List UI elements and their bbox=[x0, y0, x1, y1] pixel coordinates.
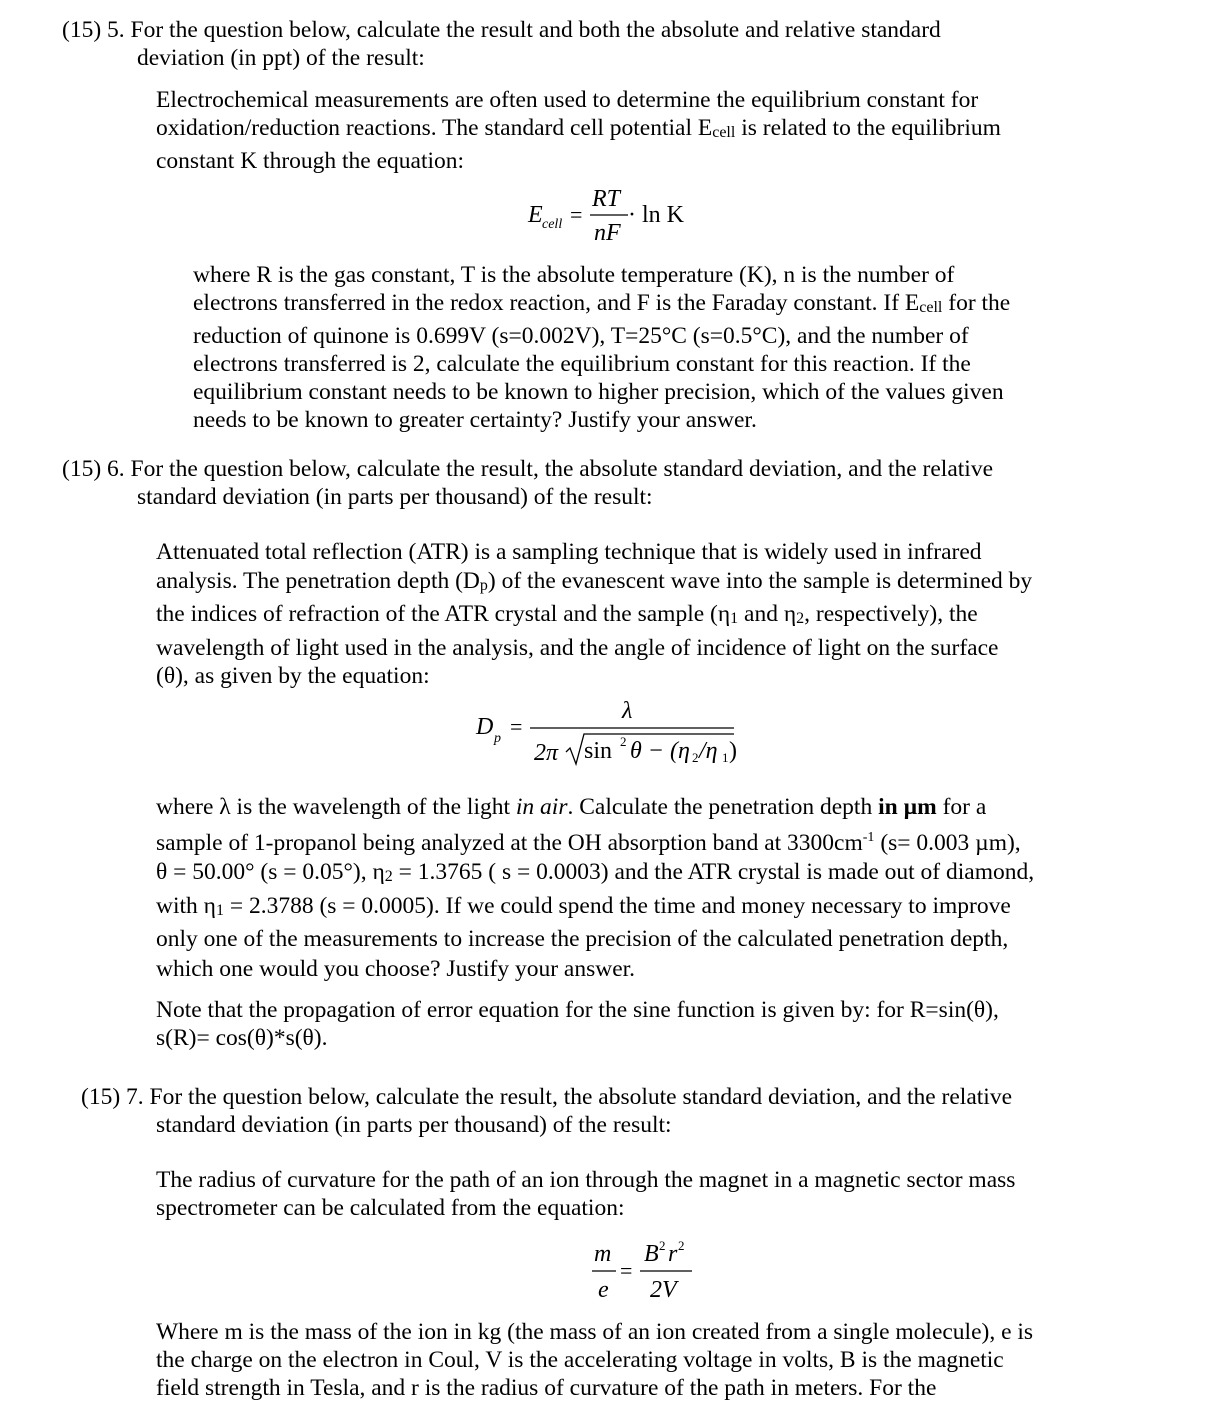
q5-body-line4: electrons transferred is 2, calculate the equilibrium constant for this reaction. If the bbox=[193, 351, 971, 377]
q5-body-line6: needs to be known to greater certainty? Justify your answer. bbox=[193, 407, 757, 433]
q6-body-line5: only one of the measurements to increase the precision of the calculated penetration depth, bbox=[156, 926, 1009, 952]
q5-body-line1: where R is the gas constant, T is the absolute temperature (K), n is the number of bbox=[193, 262, 955, 288]
svg-text:=: = bbox=[510, 714, 523, 739]
q6-eq-lhs: D bbox=[476, 714, 494, 740]
q6-note-line1: Note that the propagation of error equation for the sine function is given by: for R=sin(θ), bbox=[156, 997, 999, 1023]
q7-eq-num-b: B bbox=[644, 1241, 659, 1267]
q7-body-line3: field strength in Tesla, and r is the radius of curvature of the path in meters. For the bbox=[156, 1375, 937, 1401]
q5-eq-lhs: E bbox=[528, 202, 543, 228]
q7-equation bbox=[588, 1236, 708, 1306]
q6-eq-den-sin: sin bbox=[584, 738, 613, 764]
q5-eq-rhs: · ln K bbox=[628, 202, 684, 228]
q5-equation bbox=[520, 180, 720, 250]
q7-eq-m: m bbox=[594, 1241, 612, 1267]
q5-heading-line2: deviation (in ppt) of the result: bbox=[137, 45, 425, 71]
q6-eq-den-2pi: 2π bbox=[534, 740, 559, 766]
q6-eq-lhs-sub: p bbox=[494, 731, 501, 746]
q6-eq-num: λ bbox=[622, 698, 633, 724]
q6-body-line1: where λ is the wavelength of the light in air. Calculate the penetration depth in µm for a bbox=[156, 794, 987, 820]
q6-note bbox=[156, 996, 1216, 1052]
svg-text:2: 2 bbox=[692, 750, 699, 765]
q6-intro-line2: analysis. The penetration depth (Dp) of the evanescent wave into the sample is determined by bbox=[156, 567, 1033, 594]
q7-body-line1: Where m is the mass of the ion in kg (the mass of an ion created from a single molecule), e is bbox=[156, 1319, 1034, 1345]
q7-heading-line2: standard deviation (in parts per thousand) of the result: bbox=[156, 1112, 672, 1138]
q6-heading-line1: (15) 6. For the question below, calculate the result, the absolute standard deviation, and the relative bbox=[62, 456, 994, 482]
svg-text:2: 2 bbox=[678, 1238, 685, 1253]
q7-eq-den: 2V bbox=[650, 1277, 677, 1303]
svg-text:2: 2 bbox=[659, 1238, 666, 1253]
q6-body-line4: with η1 = 2.3788 (s = 0.0005). If we could spend the time and money necessary to improve bbox=[156, 892, 1011, 919]
q6-intro-line1: Attenuated total reflection (ATR) is a sampling technique that is widely used in infrared bbox=[156, 539, 982, 565]
svg-text:=: = bbox=[570, 202, 583, 227]
q5-body-line3: reduction of quinone is 0.699V (s=0.002V), T=25°C (s=0.5°C), and the number of bbox=[193, 323, 969, 349]
q5-intro-line1: Electrochemical measurements are often used to determine the equilibrium constant for bbox=[156, 87, 979, 113]
q6-heading-line2: standard deviation (in parts per thousand) of the result: bbox=[137, 484, 653, 510]
q6-eq-den-close: ) bbox=[729, 738, 737, 764]
q7-intro bbox=[156, 1166, 1216, 1222]
q7-eq-e: e bbox=[598, 1277, 609, 1303]
q5-body-line2: electrons transferred in the redox reaction, and F is the Faraday constant. If Ecell for the bbox=[193, 290, 1011, 316]
q6-intro-line4: wavelength of light used in the analysis, and the angle of incidence of light on the surface bbox=[156, 634, 999, 661]
q6-eq-den-eta1: /η bbox=[699, 738, 718, 764]
q5-heading-line1: (15) 5. For the question below, calculate the result and both the absolute and relative standard bbox=[62, 17, 941, 43]
q7-heading-line1: (15) 7. For the question below, calculate the result, the absolute standard deviation, and the relative bbox=[81, 1084, 1013, 1110]
q7-eq-num-r: r bbox=[668, 1241, 678, 1267]
q5-eq-lhs-sub: cell bbox=[542, 217, 563, 232]
q6-note-line2: s(R)= cos(θ)*s(θ). bbox=[156, 1025, 328, 1051]
q6-equation bbox=[470, 692, 750, 772]
q6-eq-den-theta: θ − (η bbox=[630, 738, 690, 764]
q5-eq-den: nF bbox=[594, 220, 621, 246]
q5-intro-line3: constant K through the equation: bbox=[156, 148, 465, 174]
q5-intro bbox=[156, 86, 1206, 175]
q7-body-line2: the charge on the electron in Coul, V is the accelerating voltage in volts, B is the magnetic bbox=[156, 1347, 1004, 1373]
q5-body bbox=[193, 261, 1213, 434]
q6-intro-line5: (θ), as given by the equation: bbox=[156, 663, 430, 689]
svg-text:=: = bbox=[620, 1258, 633, 1283]
svg-text:1: 1 bbox=[722, 750, 729, 765]
q6-body-line3: θ = 50.00° (s = 0.05°), η2 = 1.3765 ( s = 0.0003) and the ATR crystal is made out of diamond, bbox=[156, 859, 1035, 885]
svg-text:2: 2 bbox=[620, 734, 627, 749]
q6-body bbox=[156, 793, 1216, 984]
q7-body bbox=[156, 1318, 1216, 1402]
q6-heading bbox=[62, 455, 1162, 511]
q5-eq-num: RT bbox=[592, 186, 621, 212]
q5-body-line5: equilibrium constant needs to be known to higher precision, which of the values given bbox=[193, 379, 1004, 405]
q5-heading bbox=[62, 16, 1162, 72]
q6-intro bbox=[156, 538, 1216, 691]
q7-heading bbox=[81, 1083, 1181, 1139]
q6-body-line6: which one would you choose? Justify your answer. bbox=[156, 955, 636, 982]
q7-intro-line2: spectrometer can be calculated from the equation: bbox=[156, 1195, 625, 1221]
q6-body-line2: sample of 1-propanol being analyzed at the OH absorption band at $3300cm^{-1}$ (s= 0.003 µm), bbox=[156, 829, 1021, 856]
q7-intro-line1: The radius of curvature for the path of an ion through the magnet in a magnetic sector mass bbox=[156, 1167, 1016, 1193]
q5-intro-line2: oxidation/reduction reactions. The standard cell potential Ecell is related to the equilibrium bbox=[156, 115, 1001, 141]
q6-intro-line3: the indices of refraction of the ATR crystal and the sample (η1 and η2, respectively), the bbox=[156, 601, 978, 627]
